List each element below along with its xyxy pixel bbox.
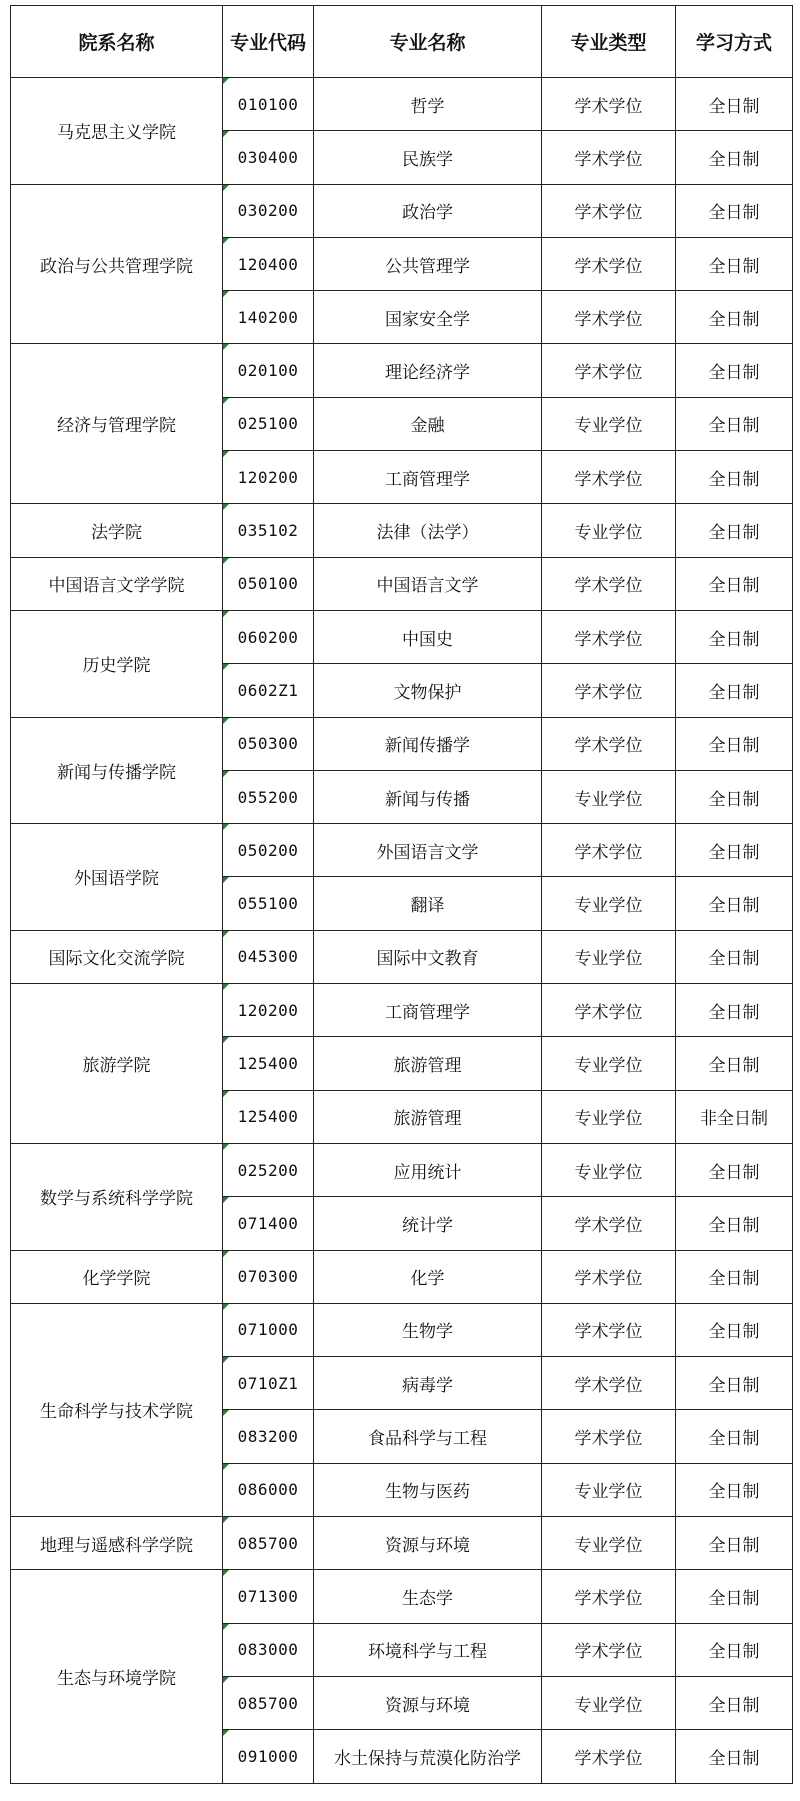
study-mode-cell: 全日制 [676,504,793,557]
program-name-cell: 旅游管理 [314,1037,542,1090]
program-type-cell: 专业学位 [542,504,676,557]
program-name-cell: 外国语言文学 [314,824,542,877]
program-type-cell: 学术学位 [542,131,676,184]
table-row [11,717,793,770]
study-mode-cell: 全日制 [676,1143,793,1196]
program-type-cell: 专业学位 [542,877,676,930]
study-mode-cell: 全日制 [676,930,793,983]
table-row [11,1570,793,1623]
cell-marker-icon [223,1357,229,1363]
program-type-cell: 学术学位 [542,451,676,504]
program-name-cell: 文物保护 [314,664,542,717]
header-program-name: 专业名称 [314,6,542,78]
table-body [11,78,793,1784]
program-type-cell: 专业学位 [542,1090,676,1143]
program-code-text: 045300 [237,947,299,967]
program-type-cell: 学术学位 [542,344,676,397]
study-mode-cell: 全日制 [676,1357,793,1410]
program-type-cell: 学术学位 [542,984,676,1037]
program-type-cell: 学术学位 [542,1197,676,1250]
cell-marker-icon [223,1410,229,1416]
table-container [10,5,793,1784]
cell-marker-icon [223,718,229,724]
program-code-cell [223,824,314,877]
study-mode-cell: 全日制 [676,557,793,610]
program-type-cell: 专业学位 [542,930,676,983]
program-type-cell: 学术学位 [542,1730,676,1783]
study-mode-cell: 全日制 [676,664,793,717]
program-code-cell [223,344,314,397]
program-name-cell: 民族学 [314,131,542,184]
program-code-cell [223,664,314,717]
program-type-cell: 学术学位 [542,717,676,770]
program-name-cell: 公共管理学 [314,237,542,290]
table-row [11,184,793,237]
study-mode-cell: 全日制 [676,344,793,397]
study-mode-cell: 全日制 [676,1463,793,1516]
program-name-cell: 政治学 [314,184,542,237]
program-type-cell: 专业学位 [542,1676,676,1729]
header-study-mode: 学习方式 [676,6,793,78]
study-mode-cell: 全日制 [676,824,793,877]
department-cell: 历史学院 [11,610,223,717]
program-name-cell: 理论经济学 [314,344,542,397]
program-code-text: 071300 [237,1586,299,1606]
program-code-cell [223,1623,314,1676]
program-code-cell [223,1410,314,1463]
program-code-text: 0710Z1 [237,1373,299,1393]
program-type-cell: 学术学位 [542,664,676,717]
department-cell: 生态与环境学院 [11,1570,223,1783]
program-type-cell: 学术学位 [542,1357,676,1410]
department-cell: 马克思主义学院 [11,78,223,185]
department-cell: 旅游学院 [11,984,223,1144]
cell-marker-icon [223,931,229,937]
table-row [11,1517,793,1570]
header-department: 院系名称 [11,6,223,78]
program-code-cell [223,1570,314,1623]
study-mode-cell: 全日制 [676,291,793,344]
program-code-text: 025200 [237,1160,299,1180]
table-row [11,984,793,1037]
program-code-text: 0602Z1 [237,680,299,700]
program-name-cell: 新闻传播学 [314,717,542,770]
program-code-text: 020100 [237,361,299,381]
program-code-text: 010100 [237,94,299,114]
program-code-text: 120400 [237,254,299,274]
cell-marker-icon [223,824,229,830]
table-row [11,504,793,557]
program-code-text: 050300 [237,734,299,754]
header-program-type: 专业类型 [542,6,676,78]
program-name-cell: 哲学 [314,78,542,131]
program-name-cell: 统计学 [314,1197,542,1250]
program-code-cell [223,717,314,770]
program-name-cell: 中国语言文学 [314,557,542,610]
program-name-cell: 旅游管理 [314,1090,542,1143]
program-code-text: 120200 [237,1000,299,1020]
program-code-cell [223,930,314,983]
program-code-text: 071000 [237,1320,299,1340]
study-mode-cell: 全日制 [676,451,793,504]
program-name-cell: 食品科学与工程 [314,1410,542,1463]
cell-marker-icon [223,1677,229,1683]
program-code-text: 125400 [237,1053,299,1073]
cell-marker-icon [223,1624,229,1630]
program-type-cell: 学术学位 [542,1303,676,1356]
study-mode-cell: 非全日制 [676,1090,793,1143]
cell-marker-icon [223,185,229,191]
program-code-cell [223,78,314,131]
program-code-text: 035102 [237,521,299,541]
program-type-cell: 学术学位 [542,557,676,610]
program-code-cell [223,984,314,1037]
program-name-cell: 资源与环境 [314,1517,542,1570]
program-code-cell [223,1037,314,1090]
program-code-cell [223,1357,314,1410]
program-type-cell: 学术学位 [542,1410,676,1463]
department-cell: 数学与系统科学学院 [11,1143,223,1250]
program-code-text: 120200 [237,467,299,487]
program-code-cell [223,770,314,823]
program-type-cell: 学术学位 [542,237,676,290]
study-mode-cell: 全日制 [676,717,793,770]
cell-marker-icon [223,131,229,137]
program-code-text: 030200 [237,201,299,221]
study-mode-cell: 全日制 [676,1623,793,1676]
program-code-cell [223,1463,314,1516]
program-name-cell: 应用统计 [314,1143,542,1196]
study-mode-cell: 全日制 [676,1250,793,1303]
department-cell: 国际文化交流学院 [11,930,223,983]
program-code-cell [223,1197,314,1250]
program-type-cell: 学术学位 [542,291,676,344]
table-row [11,344,793,397]
study-mode-cell: 全日制 [676,1517,793,1570]
program-name-cell: 金融 [314,397,542,450]
cell-marker-icon [223,984,229,990]
program-type-cell: 专业学位 [542,1143,676,1196]
program-type-cell: 专业学位 [542,1037,676,1090]
program-code-text: 070300 [237,1267,299,1287]
program-name-cell: 国家安全学 [314,291,542,344]
department-cell: 法学院 [11,504,223,557]
program-type-cell: 专业学位 [542,1517,676,1570]
program-type-cell: 学术学位 [542,78,676,131]
program-code-text: 091000 [237,1746,299,1766]
program-code-cell [223,877,314,930]
program-code-text: 085700 [237,1693,299,1713]
program-code-text: 083000 [237,1640,299,1660]
table-row [11,824,793,877]
program-code-cell [223,610,314,663]
study-mode-cell: 全日制 [676,78,793,131]
cell-marker-icon [223,1517,229,1523]
cell-marker-icon [223,558,229,564]
program-name-cell: 中国史 [314,610,542,663]
program-name-cell: 翻译 [314,877,542,930]
program-type-cell: 学术学位 [542,184,676,237]
cell-marker-icon [223,1144,229,1150]
program-code-cell [223,451,314,504]
program-code-cell [223,397,314,450]
cell-marker-icon [223,504,229,510]
table-row [11,610,793,663]
study-mode-cell: 全日制 [676,1410,793,1463]
table-row [11,1303,793,1356]
study-mode-cell: 全日制 [676,131,793,184]
program-type-cell: 学术学位 [542,610,676,663]
program-code-cell [223,1730,314,1783]
table-row [11,78,793,131]
study-mode-cell: 全日制 [676,1676,793,1729]
study-mode-cell: 全日制 [676,984,793,1037]
program-code-cell [223,1517,314,1570]
study-mode-cell: 全日制 [676,1037,793,1090]
program-type-cell: 学术学位 [542,1250,676,1303]
table-row [11,1250,793,1303]
study-mode-cell: 全日制 [676,184,793,237]
program-type-cell: 专业学位 [542,397,676,450]
program-name-cell: 生态学 [314,1570,542,1623]
program-type-cell: 学术学位 [542,1623,676,1676]
program-code-text: 085700 [237,1533,299,1553]
program-code-cell [223,1303,314,1356]
department-cell: 生命科学与技术学院 [11,1303,223,1516]
department-cell: 化学学院 [11,1250,223,1303]
department-cell: 政治与公共管理学院 [11,184,223,344]
cell-marker-icon [223,1304,229,1310]
program-name-cell: 化学 [314,1250,542,1303]
study-mode-cell: 全日制 [676,770,793,823]
cell-marker-icon [223,611,229,617]
program-type-cell: 专业学位 [542,1463,676,1516]
cell-marker-icon [223,291,229,297]
department-cell: 外国语学院 [11,824,223,931]
program-code-cell [223,291,314,344]
program-name-cell: 生物学 [314,1303,542,1356]
program-code-text: 025100 [237,414,299,434]
cell-marker-icon [223,877,229,883]
program-code-cell [223,504,314,557]
program-code-text: 060200 [237,627,299,647]
department-cell: 新闻与传播学院 [11,717,223,824]
program-code-cell [223,1090,314,1143]
program-type-cell: 学术学位 [542,824,676,877]
program-type-cell: 学术学位 [542,1570,676,1623]
study-mode-cell: 全日制 [676,237,793,290]
program-name-cell: 工商管理学 [314,984,542,1037]
cell-marker-icon [223,1197,229,1203]
program-code-cell [223,1250,314,1303]
department-cell: 经济与管理学院 [11,344,223,504]
program-code-cell [223,237,314,290]
program-code-text: 050200 [237,840,299,860]
program-name-cell: 环境科学与工程 [314,1623,542,1676]
cell-marker-icon [223,238,229,244]
cell-marker-icon [223,1091,229,1097]
program-name-cell: 法律（法学） [314,504,542,557]
program-code-cell [223,184,314,237]
program-code-text: 071400 [237,1213,299,1233]
program-code-text: 086000 [237,1480,299,1500]
program-name-cell: 病毒学 [314,1357,542,1410]
header-program-code: 专业代码 [223,6,314,78]
cell-marker-icon [223,398,229,404]
cell-marker-icon [223,1251,229,1257]
table-row [11,930,793,983]
program-name-cell: 资源与环境 [314,1676,542,1729]
cell-marker-icon [223,451,229,457]
program-code-text: 125400 [237,1107,299,1127]
program-name-cell: 工商管理学 [314,451,542,504]
program-name-cell: 生物与医药 [314,1463,542,1516]
program-table [10,5,793,1784]
program-code-text: 083200 [237,1427,299,1447]
cell-marker-icon [223,1464,229,1470]
cell-marker-icon [223,664,229,670]
study-mode-cell: 全日制 [676,397,793,450]
cell-marker-icon [223,78,229,84]
table-header-row [11,6,793,78]
cell-marker-icon [223,1570,229,1576]
program-code-cell [223,1143,314,1196]
study-mode-cell: 全日制 [676,1197,793,1250]
department-cell: 中国语言文学学院 [11,557,223,610]
study-mode-cell: 全日制 [676,1303,793,1356]
cell-marker-icon [223,1037,229,1043]
cell-marker-icon [223,1730,229,1736]
program-code-text: 055200 [237,787,299,807]
program-code-cell [223,131,314,184]
program-type-cell: 专业学位 [542,770,676,823]
program-code-cell [223,557,314,610]
program-name-cell: 国际中文教育 [314,930,542,983]
program-code-text: 050100 [237,574,299,594]
study-mode-cell: 全日制 [676,1570,793,1623]
department-cell: 地理与遥感科学学院 [11,1517,223,1570]
program-code-text: 030400 [237,147,299,167]
program-name-cell: 水土保持与荒漠化防治学 [314,1730,542,1783]
program-code-text: 140200 [237,307,299,327]
table-row [11,1143,793,1196]
program-name-cell: 新闻与传播 [314,770,542,823]
study-mode-cell: 全日制 [676,877,793,930]
cell-marker-icon [223,771,229,777]
cell-marker-icon [223,344,229,350]
study-mode-cell: 全日制 [676,1730,793,1783]
program-code-text: 055100 [237,894,299,914]
study-mode-cell: 全日制 [676,610,793,663]
program-code-cell [223,1676,314,1729]
table-row [11,557,793,610]
